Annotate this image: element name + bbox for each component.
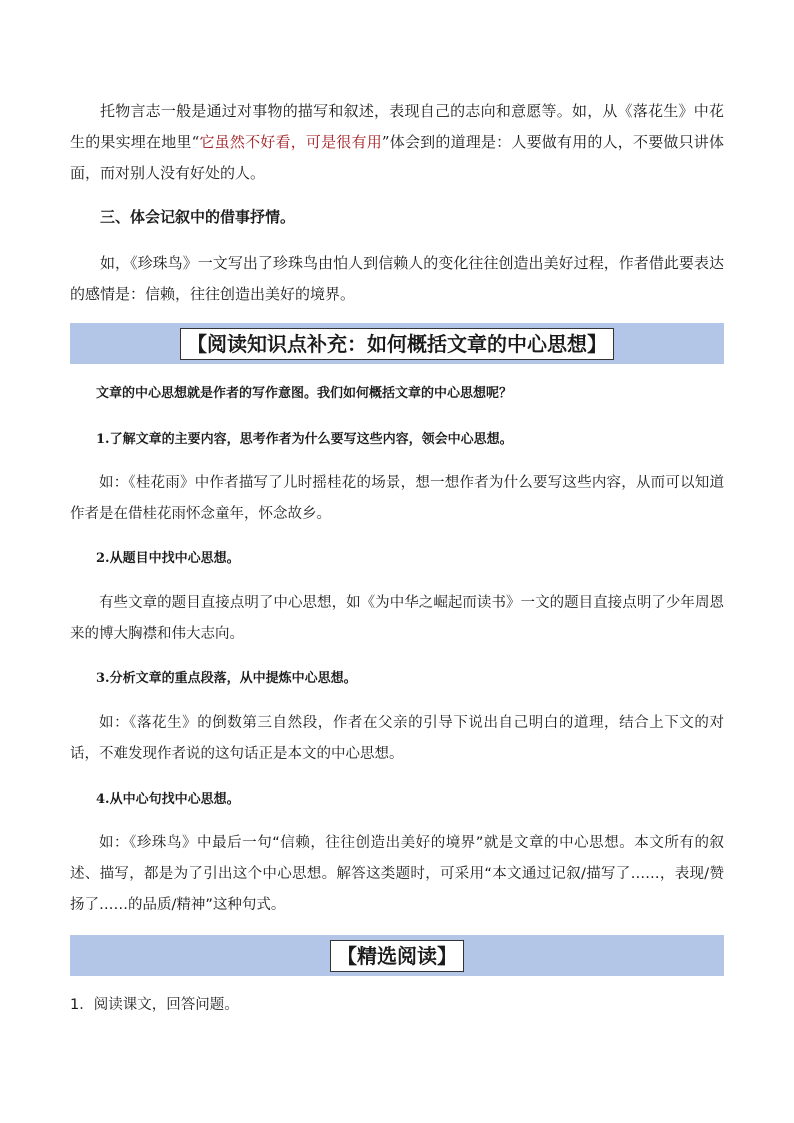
intro-text-a: 托物言志一般是通过对事物的描写和叙述，表现自己的志向和意愿等。如，从《落花生》中花生的果实埋在地里“	[70, 102, 724, 151]
item-1-heading: 1.了解文章的主要内容，思考作者为什么要写这些内容，领会中心思想。	[96, 432, 513, 447]
selected-reading-banner	[70, 935, 724, 976]
section-heading-3: 三、体会记叙中的借事抒情。	[100, 208, 296, 226]
intro-paragraph-1	[70, 96, 724, 189]
knowledge-lead: 文章的中心思想就是作者的写作意图。我们如何概括文章的中心思想呢？	[96, 386, 513, 401]
item-2-heading: 2.从题目中找中心思想。	[96, 551, 240, 566]
knowledge-banner	[70, 323, 724, 364]
item-1-body: 如：《桂花雨》中作者描写了儿时摇桂花的场景，想一想作者为什么要写这些内容，从而可以知道作者是在借桂花雨怀念童年，怀念故乡。	[70, 475, 724, 522]
knowledge-banner-title: 【阅读知识点补充：如何概括文章的中心思想】	[180, 328, 614, 360]
item-3-body: 如：《落花生》的倒数第三自然段，作者在父亲的引导下说出自己明白的道理，结合上下文的对话，不难发现作者说的这句话正是本文的中心思想。	[70, 715, 724, 762]
intro-paragraph-2: 如，《珍珠鸟》一文写出了珍珠鸟由怕人到信赖人的变化往往创造出美好过程，作者借此要表达的感情是：信赖，往往创造出美好的境界。	[70, 254, 724, 303]
intro-quote: 它虽然不好看，可是很有用	[199, 133, 382, 151]
intro-text-b: ”体会到的道理是：人要做有用的人，不要做只讲体面，而对别人没有好处的人。	[70, 133, 724, 182]
item-4-body: 如：《珍珠鸟》中最后一句“信赖，往往创造出美好的境界”就是文章的中心思想。本文所有的叙述、描写，都是为了引出这个中心思想。解答这类题时，可采用“本文通过记叙/描写了……，表现/赞扬了……的品质/精神”这种句式。	[70, 835, 724, 913]
item-3-heading: 3.分析文章的重点段落，从中提炼中心思想。	[96, 671, 357, 686]
item-4-heading: 4.从中心句找中心思想。	[96, 792, 240, 807]
selected-reading-title: 【精选阅读】	[330, 940, 464, 972]
question-1: 1．阅读课文，回答问题。	[70, 997, 239, 1013]
item-2-body: 有些文章的题目直接点明了中心思想，如《为中华之崛起而读书》一文的题目直接点明了少年周恩来的博大胸襟和伟大志向。	[70, 595, 724, 642]
